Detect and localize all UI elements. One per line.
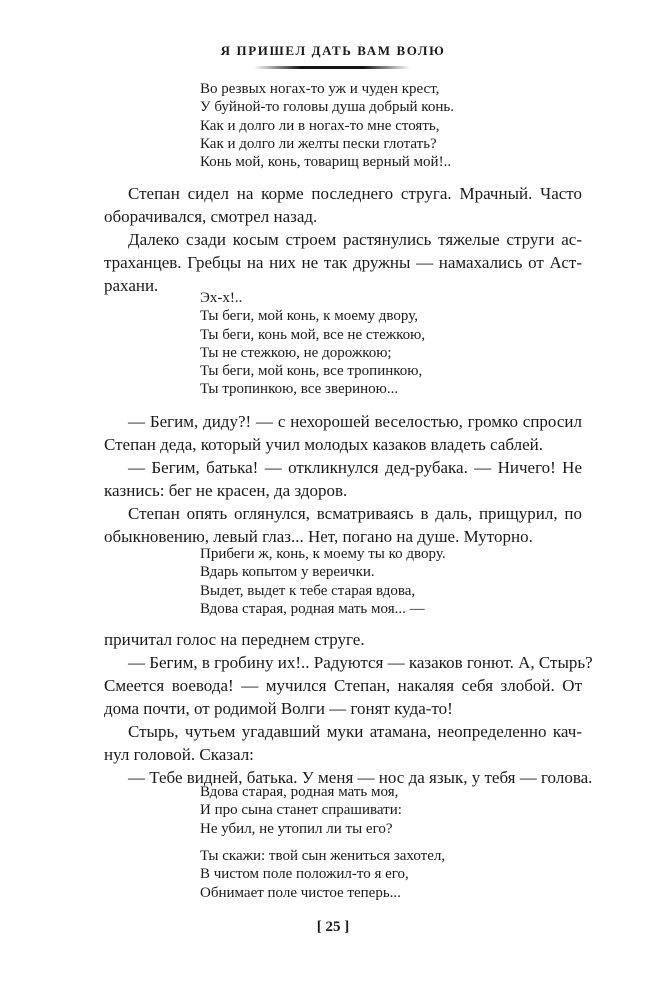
verse-line: Вдова старая, родная мать моя... —	[200, 600, 425, 617]
verse-line: Как и долго ли желты пески глотать?	[200, 135, 437, 152]
verse-stanza-3	[200, 545, 446, 618]
verse-line: Обнимает поле чистое теперь...	[200, 884, 401, 901]
prose-line: Далеко сзади косым строем растянулись тяжелые струги ас-	[128, 230, 582, 249]
verse-line: Не убил, не утопил ли ты его?	[200, 820, 393, 837]
verse-line: Во резвых ногах-то уж и чуден крест,	[200, 81, 440, 97]
running-head: Я ПРИШЕЛ ДАТЬ ВАМ ВОЛЮ	[220, 43, 446, 58]
verse-stanza-4	[200, 783, 402, 838]
verse-line: Вдова старая, родная мать моя,	[200, 784, 399, 800]
verse-line: У буйной-то головы душа добрый конь.	[200, 99, 454, 116]
verse-line: Ты беги, мой конь, все тропинкою,	[200, 363, 423, 380]
verse-line: Эх-х!..	[200, 290, 243, 306]
verse-line: Выдет, выдет к тебе старая вдова,	[200, 582, 416, 599]
prose-line: — Тебе видней, батька. У меня — нос да язык, у тебя — голова.	[128, 768, 593, 787]
verse-line: Как и долго ли в ногах-то мне стоять,	[200, 117, 440, 134]
verse-line: Ты не стежкою, не дорожкою;	[200, 344, 392, 361]
prose-line: казнись: бег не красен, да здоров.	[104, 481, 348, 500]
prose-line: причитал голос на переднем струге.	[104, 630, 365, 649]
verse-stanza-2	[200, 289, 425, 399]
prose-line: Стырь, чутьем угадавший муки атамана, неопределенно кач-	[128, 722, 582, 741]
prose-line: нул головой. Сказал:	[104, 745, 254, 764]
prose-line: рахани.	[104, 276, 159, 295]
verse-line: Ты беги, конь мой, все не стежкою,	[200, 326, 426, 343]
prose-line: оборачивался, смотрел назад.	[104, 207, 318, 226]
verse-line: Прибеги ж, конь, к моему ты ко двору.	[200, 546, 446, 562]
prose-line: Степан деда, который учил молодых казаков владеть саблей.	[104, 435, 543, 454]
prose-line: Степан сидел на корме последнего струга. Мрачный. Часто	[128, 184, 582, 203]
verse-line: В чистом поле положил-то я его,	[200, 866, 409, 883]
head-rule	[254, 66, 410, 69]
verse-stanza-1	[200, 80, 454, 171]
verse-line: Ты тропинкою, все звериною...	[200, 381, 399, 398]
verse-line: И про сына станет спрашивати:	[200, 802, 402, 819]
prose-line: дома почти, от родимой Волги — гонят куда-то!	[104, 699, 453, 718]
prose-line: — Бегим, батька! — откликнулся дед-рубака. — Ничего! Не	[128, 458, 582, 477]
prose-line: — Бегим, диду?! — с нехорошей веселостью, громко спросил	[128, 412, 582, 431]
verse-line: Вдарь копытом у вереички.	[200, 564, 375, 581]
verse-line: Ты скажи: твой сын жениться захотел,	[200, 848, 446, 864]
page-number: [ 25 ]	[316, 919, 350, 935]
prose-line: Степан опять оглянулся, всматриваясь в даль, прищурил, по	[128, 504, 582, 523]
verse-line: Ты беги, мой конь, к моему двору,	[200, 308, 418, 325]
prose-line: Смеется воевода! — мучился Степан, накаляя себя злобой. От	[104, 676, 582, 695]
prose-line: траханцев. Гребцы на них не так дружны — намахались от Аст-	[104, 253, 582, 272]
verse-stanza-5	[200, 847, 445, 902]
verse-line: Конь мой, конь, товарищ верный мой!..	[200, 154, 452, 171]
prose-line: — Бегим, в гробину их!.. Радуются — казаков гонют. А, Стырь?	[128, 653, 593, 672]
prose-line: обыкновению, левый глаз... Нет, погано на душе. Муторно.	[104, 527, 533, 546]
